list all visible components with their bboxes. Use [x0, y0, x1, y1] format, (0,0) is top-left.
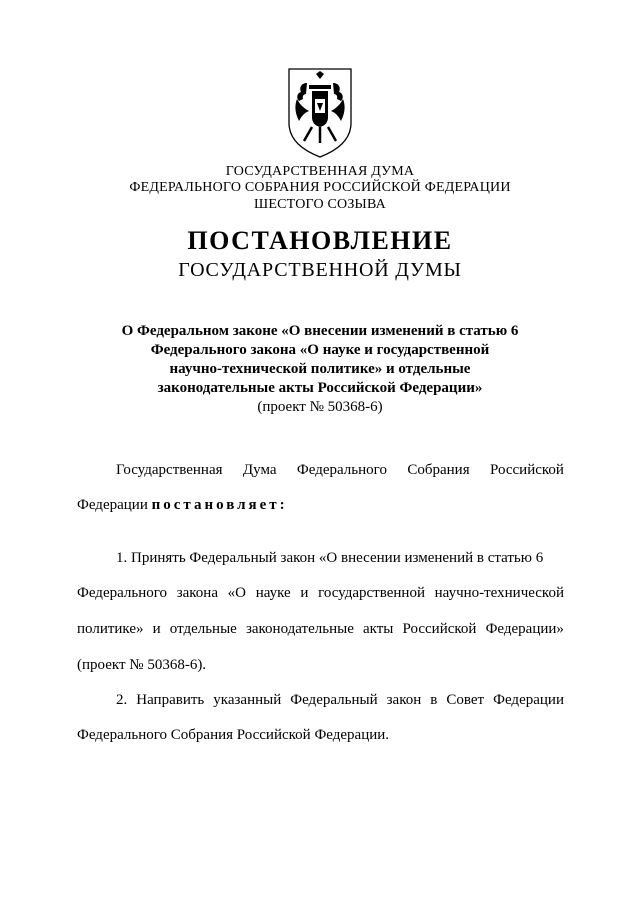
item1-line-2 — [77, 585, 564, 602]
intro-word: Государственная — [116, 462, 223, 478]
state-emblem — [285, 65, 355, 160]
item2-word: Федерации — [493, 692, 564, 708]
item1-word: политике» — [77, 621, 144, 637]
subject-line-4: законодательные акты Российской Федерации» — [157, 380, 483, 396]
item1-word: «О — [227, 585, 247, 601]
document-title: ПОСТАНОВЛЕНИЕ — [187, 226, 453, 255]
intro-federation: Федерации — [77, 497, 148, 513]
item1-word: Федерации» — [485, 621, 564, 637]
item1-word: акты — [363, 621, 394, 637]
item2-line-2: Федерального Собрания Российской Федерации. — [77, 727, 390, 743]
item1-line-4: (проект № 50368-6). — [77, 657, 207, 673]
item2-word: закон — [386, 692, 422, 708]
item1-word: и — [152, 621, 161, 637]
item1-word: Федерального — [77, 585, 168, 601]
item1-word: законодательные — [245, 621, 354, 637]
item2-word: 2. — [116, 692, 128, 708]
document-subtitle: ГОСУДАРСТВЕННОЙ ДУМЫ — [178, 259, 462, 281]
item1-word: закона — [176, 585, 218, 601]
subject-block — [0, 322, 640, 417]
header-line-3: ШЕСТОГО СОЗЫВА — [254, 197, 386, 212]
item2-word: в — [430, 692, 438, 708]
header-line-1: ГОСУДАРСТВЕННАЯ ДУМА — [225, 164, 415, 179]
item1-word: научно-технической — [434, 585, 564, 601]
header-line-2: ФЕДЕРАЛЬНОГО СОБРАНИЯ РОССИЙСКОЙ ФЕДЕРАЦИИ — [129, 180, 511, 195]
item2-word: Совет — [446, 692, 485, 708]
intro-word: Собрания — [407, 462, 470, 478]
intro-word: Федерального — [296, 462, 387, 478]
item2-word: Федеральный — [290, 692, 378, 708]
intro-word: Российской — [490, 462, 564, 478]
subject-line-2: Федерального закона «О науке и государственной — [150, 342, 490, 358]
double-headed-eagle-icon — [285, 65, 355, 160]
item1-line-1: 1. Принять Федеральный закон «О внесении изменений в статью 6 — [116, 550, 544, 566]
item2-word: указанный — [213, 692, 282, 708]
item1-line-3 — [77, 621, 564, 638]
item1-word: Российской — [402, 621, 477, 637]
item1-word: и — [300, 585, 309, 601]
subject-line-3: научно-технической политике» и отдельные — [169, 361, 471, 377]
subject-line-1: О Федеральном законе «О внесении изменений в статью 6 — [121, 323, 519, 339]
intro-line-1 — [116, 462, 564, 479]
intro-resolves: постановляет: — [151, 497, 288, 513]
subject-project: (проект № 50368-6) — [257, 399, 383, 415]
intro-word: Дума — [242, 462, 277, 478]
item1-word: науке — [255, 585, 291, 601]
item1-word: отдельные — [169, 621, 237, 637]
intro-line-2 — [77, 497, 288, 514]
item2-line-1 — [116, 692, 564, 709]
item2-word: Направить — [136, 692, 205, 708]
item1-word: государственной — [318, 585, 425, 601]
